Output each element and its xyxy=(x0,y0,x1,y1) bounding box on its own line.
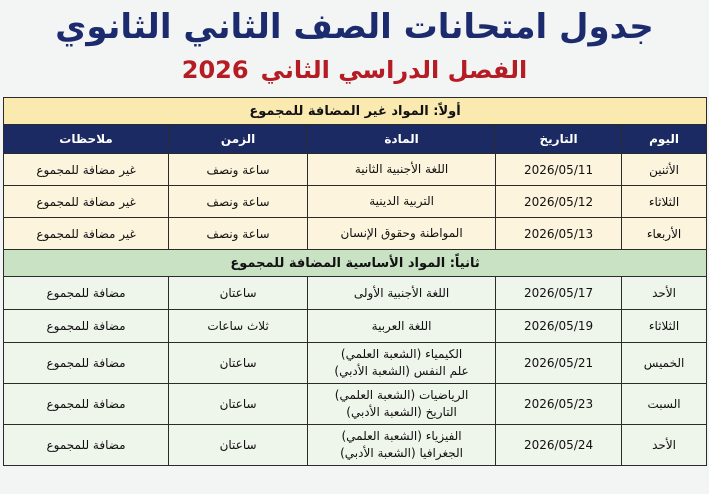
day-cell: الأربعاء xyxy=(622,218,707,250)
duration-cell: ساعة ونصف xyxy=(169,186,308,218)
column-header-subject: المادة xyxy=(308,125,496,154)
day-cell: الثلاثاء xyxy=(622,186,707,218)
section1-header xyxy=(4,98,707,154)
subject-cell xyxy=(308,384,496,425)
subject-line: التاريخ (الشعبة الأدبي) xyxy=(346,405,457,419)
duration-cell: ساعة ونصف xyxy=(169,218,308,250)
table-row xyxy=(4,218,707,250)
date-cell: 2026/05/24 xyxy=(496,425,622,466)
table-row xyxy=(4,343,707,384)
note-cell: مضافة للمجموع xyxy=(4,343,169,384)
section2-header xyxy=(4,250,707,277)
subject-cell xyxy=(308,310,496,343)
date-cell: 2026/05/17 xyxy=(496,277,622,310)
column-header-row xyxy=(4,125,707,154)
subject-line: الجغرافيا (الشعبة الأدبي) xyxy=(340,446,463,460)
duration-cell: ساعتان xyxy=(169,343,308,384)
note-cell: مضافة للمجموع xyxy=(4,310,169,343)
subject-line: المواطنة وحقوق الإنسان xyxy=(340,226,463,240)
date-cell: 2026/05/23 xyxy=(496,384,622,425)
day-cell: السبت xyxy=(622,384,707,425)
note-cell: مضافة للمجموع xyxy=(4,277,169,310)
note-cell: غير مضافة للمجموع xyxy=(4,186,169,218)
date-cell: 2026/05/13 xyxy=(496,218,622,250)
duration-cell: ثلاث ساعات xyxy=(169,310,308,343)
subject-cell xyxy=(308,277,496,310)
note-cell: غير مضافة للمجموع xyxy=(4,218,169,250)
subject-line: اللغة الأجنبية الأولى xyxy=(353,285,450,300)
subject-cell xyxy=(308,343,496,384)
day-cell: الأحد xyxy=(622,277,707,310)
section2-title: ثانياً: المواد الأساسية المضافة للمجموع xyxy=(4,250,707,277)
note-cell: غير مضافة للمجموع xyxy=(4,154,169,186)
section1-rows xyxy=(4,154,707,250)
day-cell: الأحد xyxy=(622,425,707,466)
day-cell: الأثنين xyxy=(622,154,707,186)
subject-line: علم النفس (الشعبة الأدبي) xyxy=(334,364,469,378)
day-cell: الخميس xyxy=(622,343,707,384)
table-row xyxy=(4,384,707,425)
day-cell: الثلاثاء xyxy=(622,310,707,343)
subject-cell xyxy=(308,425,496,466)
subject-line: الفيزياء (الشعبة العلمي) xyxy=(341,429,462,443)
page-subtitle xyxy=(0,52,709,88)
table-row xyxy=(4,425,707,466)
subject-cell xyxy=(308,218,496,250)
subject-cell xyxy=(308,186,496,218)
table-row xyxy=(4,154,707,186)
column-header-notes: ملاحظات xyxy=(4,125,169,154)
section1-title: أولاً: المواد غير المضافة للمجموع xyxy=(4,98,707,125)
date-cell: 2026/05/11 xyxy=(496,154,622,186)
subject-line: التربية الدينية xyxy=(369,194,434,208)
duration-cell: ساعتان xyxy=(169,277,308,310)
subject-cell xyxy=(308,154,496,186)
duration-cell: ساعتان xyxy=(169,384,308,425)
year-label: 2026 xyxy=(181,56,249,84)
duration-cell: ساعة ونصف xyxy=(169,154,308,186)
subject-line: اللغة الأجنبية الثانية xyxy=(354,162,449,176)
note-cell: مضافة للمجموع xyxy=(4,425,169,466)
subject-line: الرياضيات (الشعبة العلمي) xyxy=(334,388,469,402)
term-label: الفصل الدراسي الثاني xyxy=(260,56,528,84)
section2-rows xyxy=(4,277,707,466)
subject-line: اللغة العربية xyxy=(371,318,432,333)
column-header-date: التاريخ xyxy=(496,125,622,154)
table-row xyxy=(4,310,707,343)
table-row xyxy=(4,277,707,310)
duration-cell: ساعتان xyxy=(169,425,308,466)
subject-line: الكيمياء (الشعبة العلمي) xyxy=(340,347,463,361)
date-cell: 2026/05/21 xyxy=(496,343,622,384)
note-cell: مضافة للمجموع xyxy=(4,384,169,425)
page-title: جدول امتحانات الصف الثاني الثانوي xyxy=(55,7,654,47)
column-header-duration: الزمن xyxy=(169,125,308,154)
date-cell: 2026/05/12 xyxy=(496,186,622,218)
table-row xyxy=(4,186,707,218)
column-header-day: اليوم xyxy=(622,125,707,154)
exam-schedule-table xyxy=(3,97,707,466)
date-cell: 2026/05/19 xyxy=(496,310,622,343)
